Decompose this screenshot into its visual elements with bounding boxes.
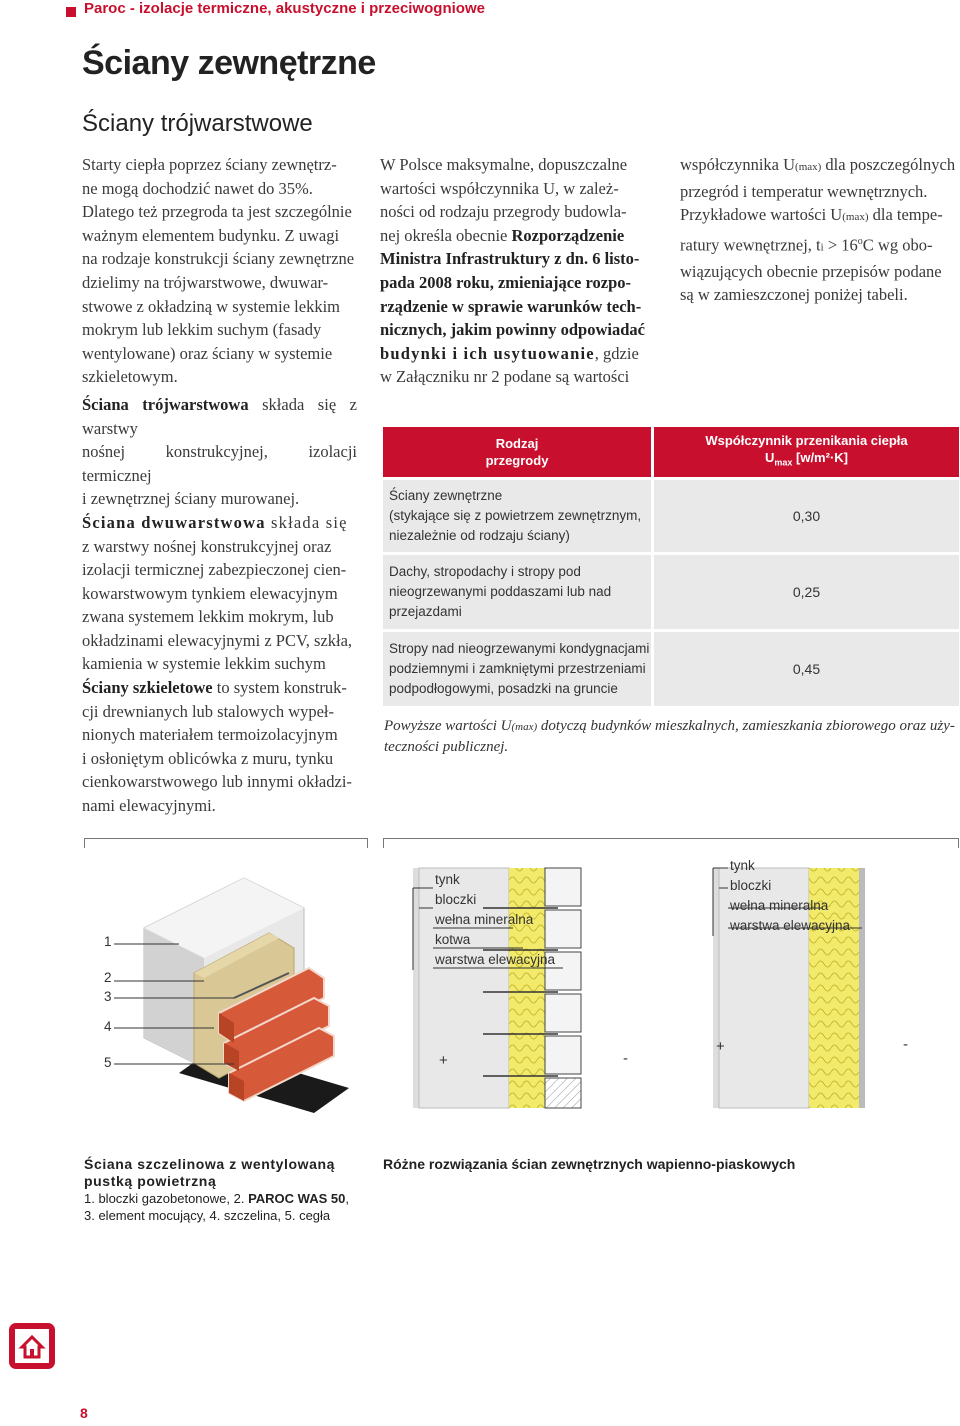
label-a-2: wełna mineralna [435, 912, 534, 927]
page-title: Ściany zewnętrzne [82, 44, 376, 82]
label-b-0: tynk [730, 858, 755, 873]
sections-illustration [383, 838, 959, 1128]
running-header: Paroc - izolacje termiczne, akustyczne i przeciwogniowe [84, 0, 485, 17]
table-note: Powyższe wartości U(max) dotyczą budynków mieszkalnych, zamieszkania zbiorowego oraz uży- teczności publicznej. [384, 718, 955, 755]
label-a-0: tynk [435, 872, 460, 887]
label-a-3: kotwa [435, 932, 471, 947]
u-value: 0,30 [654, 480, 959, 552]
label-b-2: wełna mineralna [730, 898, 829, 913]
page-number: 8 [80, 1405, 88, 1421]
table-row: Stropy nad nieogrzewanymi kondygnacjami podziemnymi i zamkniętymi przestrzeniami podpodłogowymi, posadzki na gruncie 0,45 [383, 632, 959, 706]
column-3: współczynnika U(max) dla poszczególnych przegród i temperatur wewnętrznych. Przykładowe wartości U(max) dla tempe- ratury wewnętrznej, ti > $16^oC$ wg obo- wiązujących obecnie przepisów podane są w zamieszczonej poniżej tabeli. [680, 155, 956, 305]
figure-wall-sections [383, 838, 959, 1128]
label-b-3: warstwa elewacyjna [730, 918, 851, 933]
number-3: 3 [104, 989, 112, 1004]
minus-sign: - [623, 1050, 628, 1067]
table-header-row [383, 427, 959, 477]
label-b-1: bloczki [730, 878, 772, 893]
figure-cavity-wall [84, 838, 368, 1128]
plus-sign: + [439, 1052, 448, 1069]
u-value: 0,25 [654, 555, 959, 629]
plus-sign: + [716, 1038, 725, 1055]
number-2: 2 [104, 970, 112, 985]
intro-paragraph: Starty ciepła poprzez ściany zewnętrz- ne mogą dochodzić nawet do 35%. Dlatego też przegroda ta jest szczególnie ważnym elementem budynku. Z uwagi na rodzaje konstrukcji ściany zewnętrzne dzielimy na trójwarstwowe, dwuwar- stwowe z okładziną w systemie lekkim mokrym lub lekkim suchym (fasady wentylowane) oraz ściany w systemie szkieletowym. [82, 155, 355, 387]
dwuwarstwowa-paragraph: Ściana dwuwarstwowa składa się z warstwy nośnej konstrukcyjnej oraz izolacji termicznej zabezpieczonej cien- kowarstwowym tynkiem elewacyjnym zwana systemem lekkim mokrym, lub okładzinami elewacyjnymi z PCV, szkła, kamienia w systemie lekkim suchym [82, 512, 353, 674]
number-1: 1 [104, 934, 112, 949]
page-subtitle: Ściany trójwarstwowe [82, 110, 313, 137]
header-square-icon [66, 7, 76, 17]
number-4: 4 [104, 1019, 112, 1034]
column-1 [82, 153, 357, 818]
header-rodzaj: Rodzaj przegrody [383, 427, 651, 477]
szkieletowe-paragraph: Ściany szkieletowe to system konstruk- cji drewnianych lub stalowych wypeł- nionych materiałem termoizolacyjnym i osłoniętym oblicówka z muru, tynku cienkowarstwowego lub innymi okładzi- nami elewacyjnymi. [82, 678, 352, 816]
label-a-1: bloczki [435, 892, 477, 907]
number-5: 5 [104, 1055, 112, 1070]
table-row: Dachy, stropodachy i stropy pod nieogrzewanymi poddaszami lub nad przejazdami 0,25 [383, 555, 959, 629]
figure2-caption: Różne rozwiązania ścian zewnętrznych wapienno-piaskowych [383, 1156, 796, 1172]
wall-illustration [84, 838, 368, 1128]
trojwarstwowa-paragraph: Ściana trójwarstwowa składa się z warstwy nośnej konstrukcyjnej, izolacji termicznej i zewnętrznej ściany murowanej. [82, 394, 357, 509]
u-values-table [383, 427, 959, 706]
house-logo [8, 1322, 56, 1370]
label-a-4: warstwa elewacyjna [435, 952, 556, 967]
header-wspolczynnik: Współczynnik przenikania ciepła $U_{max}$ [w/m²·K] [654, 427, 959, 477]
figure1-caption: Ściana szczelinowa z wentylowaną pustką powietrzną 1. bloczki gazobetonowe, 2. PAROC WAS 50, 3. element mocujący, 4. szczelina, 5. cegła [84, 1156, 349, 1223]
column-2: W Polsce maksymalne, dopuszczalne wartości współczynnika U, w zależ- ności od rodzaju przegrody budowla- nej określa obecnie Rozporządzenie Ministra Infrastruktury z dn. 6 listo- pada 2008 roku, zmieniające rozpo- rządzenie w sprawie warunków tech- nicznych, jakim powinny odpowiadać budynki i ich usytuowanie, gdzie w Załączniku nr 2 podane są wartości [380, 155, 645, 387]
u-value: 0,45 [654, 632, 959, 706]
table-row: Ściany zewnętrzne (stykające się z powietrzem zewnętrznym, niezależnie od rodzaju ściany) 0,30 [383, 480, 959, 552]
minus-sign: - [903, 1036, 908, 1053]
